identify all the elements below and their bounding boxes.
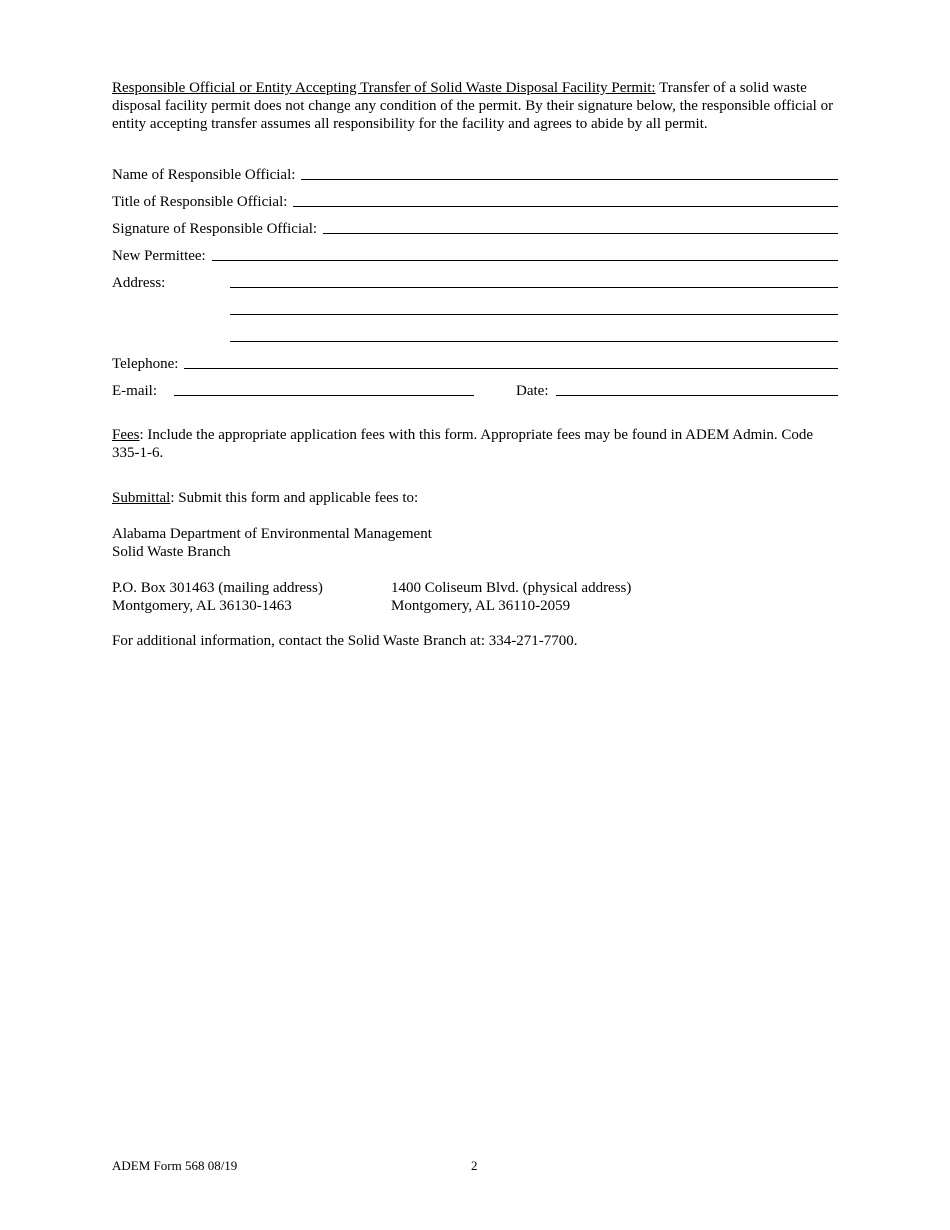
physical-line-2: Montgomery, AL 36110-2059	[391, 598, 571, 614]
contact-info: For additional information, contact the Solid Waste Branch at: 334-271-7700.	[112, 633, 578, 649]
name-field[interactable]	[301, 178, 838, 180]
telephone-label: Telephone:	[112, 356, 179, 372]
title-label: Title of Responsible Official:	[112, 194, 288, 210]
submittal-heading: Submittal	[112, 490, 171, 506]
mailing-line-2: Montgomery, AL 36130-1463	[112, 598, 292, 614]
submittal-paragraph	[112, 489, 838, 507]
date-field[interactable]	[556, 394, 838, 396]
signature-fields	[112, 157, 838, 400]
addresses-block	[112, 579, 838, 615]
permittee-row	[112, 238, 838, 265]
submittal-body: : Submit this form and applicable fees to:	[170, 490, 419, 506]
intro-body: Transfer of a solid waste disposal facility permit does not change any condition of the permit. By their signature below, the responsible official or entity accepting transfer assumes all responsibility for the facility and agrees to abide by all permit.	[112, 80, 834, 132]
physical-address	[391, 579, 631, 615]
address-label: Address:	[112, 275, 166, 291]
signature-label: Signature of Responsible Official:	[112, 221, 318, 237]
signature-row	[112, 211, 838, 238]
email-label: E-mail:	[112, 383, 157, 399]
address-row-3	[112, 319, 838, 346]
mailing-address	[112, 579, 391, 615]
address-field-line-1[interactable]	[230, 286, 838, 288]
mailing-line-1: P.O. Box 301463 (mailing address)	[112, 580, 323, 596]
page-number: 2	[471, 1158, 478, 1173]
signature-field[interactable]	[323, 232, 838, 234]
agency-block	[112, 525, 838, 561]
form-page	[112, 79, 838, 650]
email-field[interactable]	[174, 394, 474, 396]
address-row-2	[112, 292, 838, 319]
telephone-field[interactable]	[184, 367, 838, 369]
name-label: Name of Responsible Official:	[112, 167, 296, 183]
address-field-line-3[interactable]	[230, 340, 838, 342]
address-field-line-2[interactable]	[230, 313, 838, 315]
address-row-1	[112, 265, 838, 292]
telephone-row	[112, 346, 838, 373]
intro-heading: Responsible Official or Entity Accepting Transfer of Solid Waste Disposal Facility Permit:	[112, 80, 656, 96]
fees-heading: Fees	[112, 427, 140, 443]
permittee-label: New Permittee:	[112, 248, 206, 264]
agency-branch: Solid Waste Branch	[112, 544, 231, 560]
name-row	[112, 157, 838, 184]
date-label: Date:	[516, 383, 549, 399]
title-field[interactable]	[293, 205, 838, 207]
title-row	[112, 184, 838, 211]
fees-paragraph	[112, 426, 838, 462]
email-date-row	[112, 373, 838, 400]
permittee-field[interactable]	[212, 259, 838, 261]
agency-name: Alabama Department of Environmental Management	[112, 526, 432, 542]
intro-paragraph	[112, 79, 838, 133]
physical-line-1: 1400 Coliseum Blvd. (physical address)	[391, 580, 632, 596]
fees-body: : Include the appropriate application fees with this form. Appropriate fees may be found in ADEM Admin. Code 335-1-6.	[112, 427, 814, 461]
form-id: ADEM Form 568 08/19	[112, 1158, 238, 1173]
